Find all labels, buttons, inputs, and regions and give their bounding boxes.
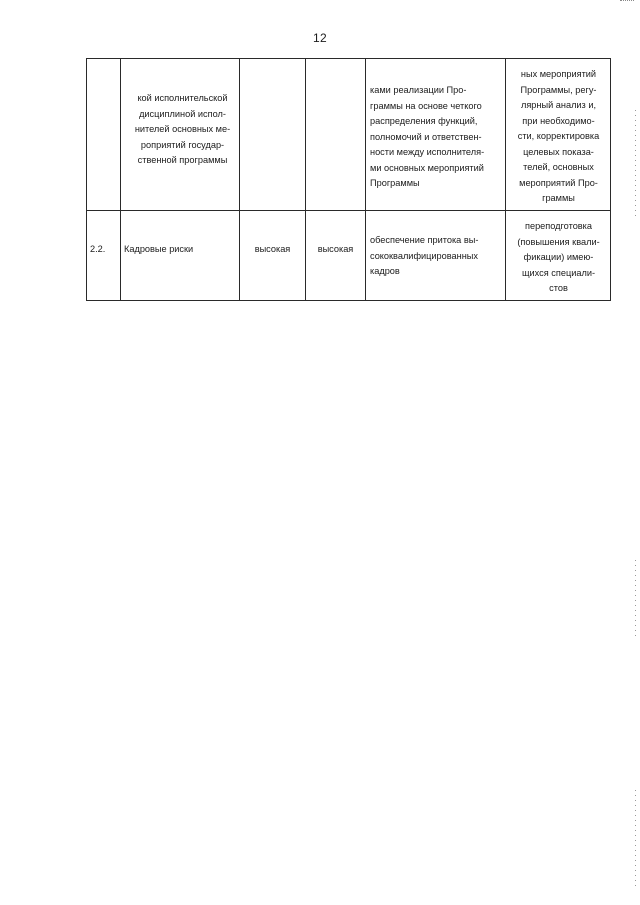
risk-influence-cell bbox=[306, 211, 366, 301]
risk-measures: ками реализации Про- граммы на основе четкого распределения функций, полномочий и ответствен- ности между исполнителя- ми основных мероприятий Программы bbox=[370, 85, 485, 188]
scan-edge-mark bbox=[635, 790, 636, 890]
scan-edge-mark bbox=[635, 560, 636, 640]
risk-number: 2.2. bbox=[90, 244, 106, 254]
scan-edge-mark bbox=[635, 110, 636, 220]
risk-table bbox=[86, 58, 611, 301]
risk-extra-measures-cell bbox=[506, 211, 611, 301]
risk-extra-measures: ных мероприятий Программы, регу- лярный анализ и, при необходимо- сти, корректировка целевых показа- телей, основных мероприятий Про- граммы bbox=[517, 69, 600, 203]
risk-name: Кадровые риски bbox=[124, 244, 194, 254]
risk-probability-cell bbox=[240, 211, 306, 301]
risk-extra-measures: переподготовка (повышения квали- фикации) имею- щихся специали- стов bbox=[517, 221, 600, 293]
risk-influence: высокая bbox=[317, 244, 354, 254]
risk-influence-cell bbox=[306, 59, 366, 211]
risk-probability-cell bbox=[240, 59, 306, 211]
risk-name-cell bbox=[121, 59, 240, 211]
risk-measures-cell bbox=[366, 211, 506, 301]
table-row bbox=[87, 211, 611, 301]
risk-number-cell bbox=[87, 59, 121, 211]
risk-measures: обеспечение притока вы- сококвалифицированных кадров bbox=[370, 235, 479, 276]
risk-name-cell bbox=[121, 211, 240, 301]
table-row bbox=[87, 59, 611, 211]
risk-name: кой исполнительской дисциплиной испол- нителей основных ме- роприятий государ- ственной программы bbox=[134, 93, 231, 165]
risk-extra-measures-cell bbox=[506, 59, 611, 211]
risk-probability: высокая bbox=[254, 244, 291, 254]
risk-measures-cell bbox=[366, 59, 506, 211]
scan-corner-mark bbox=[620, 0, 634, 4]
page-number: 12 bbox=[313, 31, 327, 45]
risk-number-cell bbox=[87, 211, 121, 301]
